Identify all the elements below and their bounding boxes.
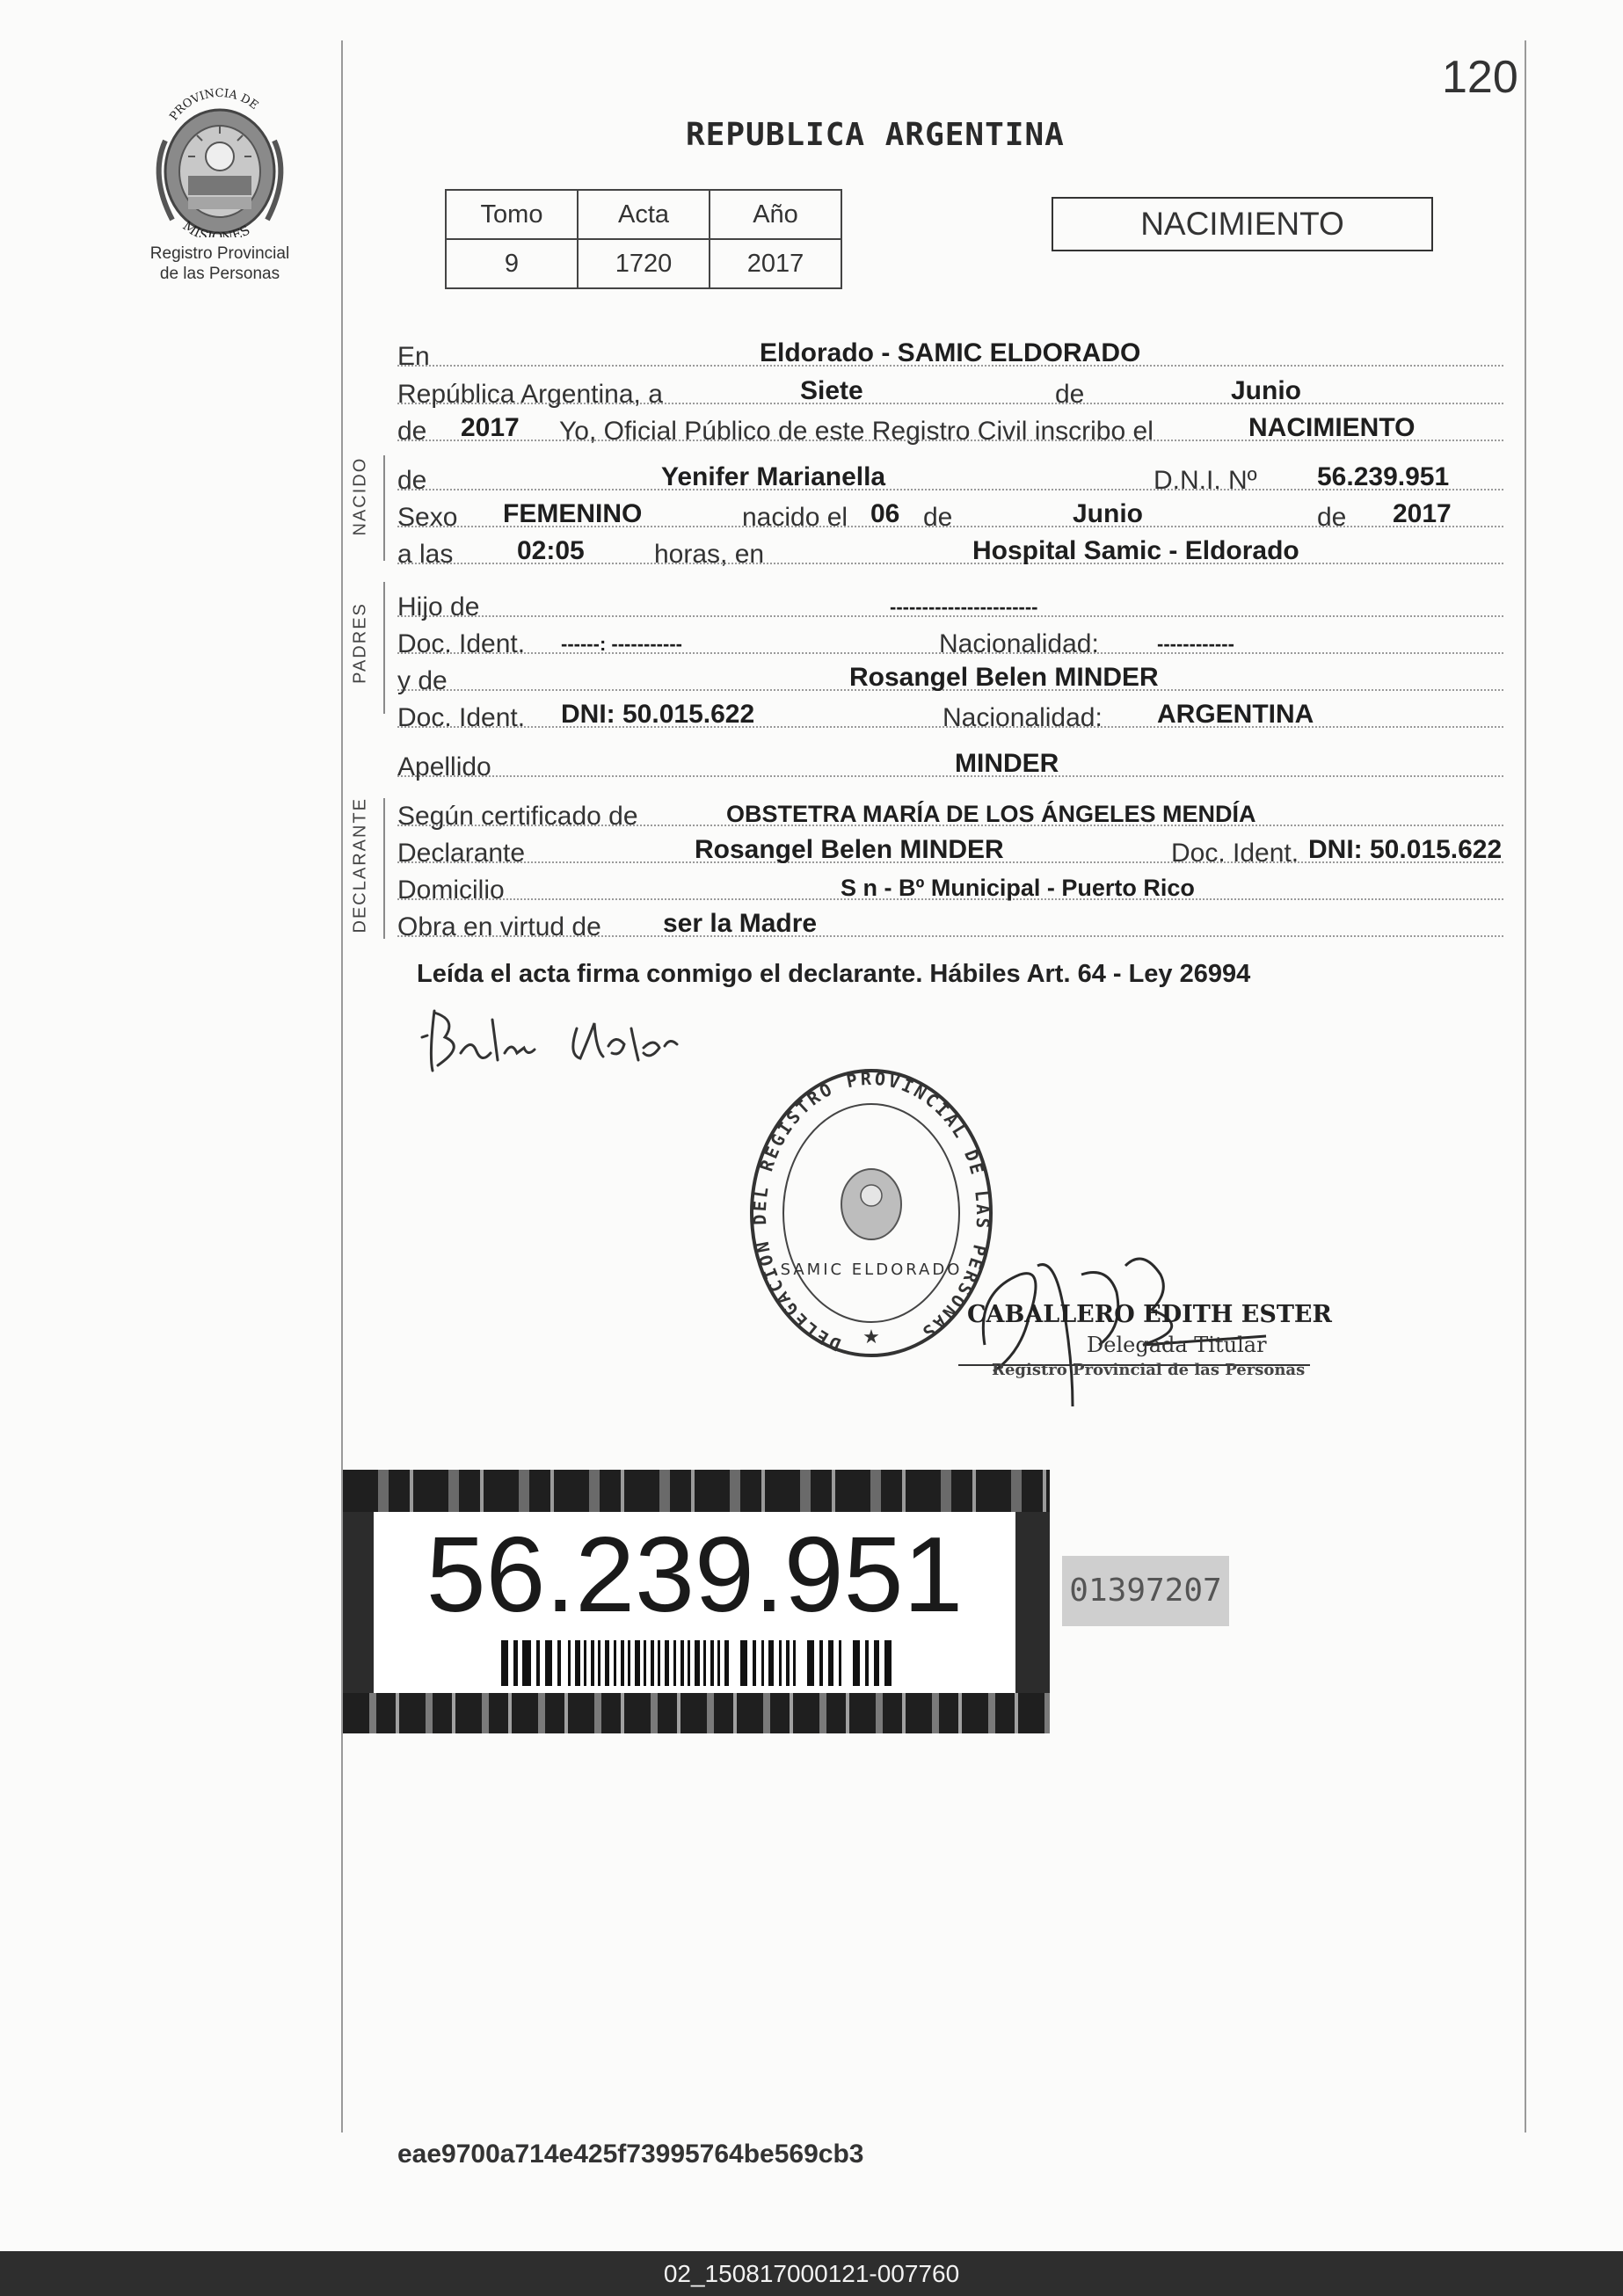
padre-nac-label: Nacionalidad: bbox=[939, 629, 1099, 658]
padre-value: ----------------------- bbox=[890, 596, 1038, 618]
certificado-label: Según certificado de bbox=[397, 802, 638, 831]
inscribo-value: NACIMIENTO bbox=[1248, 413, 1416, 442]
madre-nac-value: ARGENTINA bbox=[1157, 700, 1314, 729]
dni-label: D.N.I. Nº bbox=[1154, 466, 1257, 495]
apellido-value: MINDER bbox=[955, 749, 1059, 778]
seal-text-top: PROVINCIA DE bbox=[167, 88, 261, 124]
hora-value: 02:05 bbox=[517, 536, 585, 565]
month-text: Junio bbox=[1231, 376, 1301, 405]
dni-value: 56.239.951 bbox=[1317, 462, 1450, 491]
sexo-value: FEMENINO bbox=[503, 499, 643, 528]
row-hijo-de bbox=[397, 580, 1503, 621]
official-signature bbox=[967, 1239, 1319, 1420]
oficial-text: Yo, Oficial Público de este Registro Civil inscribo el bbox=[559, 417, 1154, 446]
stamp-inner-text: SAMIC ELDORADO bbox=[780, 1261, 963, 1279]
declarante-separator bbox=[383, 798, 385, 939]
sexo-label: Sexo bbox=[397, 503, 458, 532]
declarante-doc-value: DNI: 50.015.622 bbox=[1308, 835, 1503, 864]
official-role: Delegada Titular bbox=[1087, 1333, 1267, 1357]
stamp-star-icon: ★ bbox=[862, 1326, 880, 1348]
section-label-declarante: DECLARANTE bbox=[350, 797, 370, 934]
birth-month: Junio bbox=[1073, 499, 1143, 528]
padres-separator bbox=[383, 582, 385, 714]
closing-text: Leída el acta firma conmigo el declarante. Hábiles Art. 64 - Ley 26994 bbox=[417, 960, 1251, 988]
apellido-label: Apellido bbox=[397, 752, 491, 781]
row-domicilio bbox=[397, 863, 1503, 905]
nombre-value: Yenifer Marianella bbox=[661, 462, 886, 491]
declarante-doc-label: Doc. Ident. bbox=[1171, 839, 1299, 868]
row-en bbox=[397, 330, 1503, 371]
official-name: CABALLERO EDITH ESTER bbox=[967, 1301, 1332, 1328]
record-value-tomo: 9 bbox=[446, 239, 578, 288]
en-value: Eldorado - SAMIC ELDORADO bbox=[760, 338, 1141, 367]
domicilio-value: S n - Bº Municipal - Puerto Rico bbox=[841, 875, 1195, 901]
record-value-ano: 2017 bbox=[710, 239, 841, 288]
madre-doc-label: Doc. Ident. bbox=[397, 703, 526, 732]
registry-caption bbox=[123, 243, 317, 284]
row-certificado bbox=[397, 789, 1503, 831]
record-value-acta: 1720 bbox=[578, 239, 710, 288]
stamp-ring-text: DELEGACION DEL REGISTRO PROVINCIAL DE LAS PERSONAS bbox=[748, 1067, 994, 1355]
section-label-nacido: NACIDO bbox=[350, 456, 370, 536]
declarante-label: Declarante bbox=[397, 839, 526, 868]
barcode-sticker bbox=[343, 1470, 1050, 1733]
row-apellido bbox=[397, 740, 1503, 781]
row-hora bbox=[397, 527, 1503, 569]
row-madre bbox=[397, 654, 1503, 695]
birth-year: 2017 bbox=[1393, 499, 1452, 528]
right-margin-line bbox=[1525, 40, 1526, 2133]
section-label-padres: PADRES bbox=[350, 602, 370, 684]
madre-nac-label: Nacionalidad: bbox=[943, 703, 1103, 732]
padre-doc-value: ------: ----------- bbox=[561, 633, 682, 655]
domicilio-label: Domicilio bbox=[397, 876, 505, 905]
record-table bbox=[445, 189, 842, 289]
record-header-acta: Acta bbox=[578, 190, 710, 239]
declarante-value: Rosangel Belen MINDER bbox=[695, 835, 1004, 864]
virtud-label: Obra en virtud de bbox=[397, 912, 601, 941]
de-label-4: de bbox=[923, 503, 953, 532]
nacido-separator bbox=[383, 455, 385, 561]
republica-label: República Argentina, a bbox=[397, 380, 663, 409]
madre-doc-value: DNI: 50.015.622 bbox=[561, 700, 755, 729]
de-label-1: de bbox=[1055, 380, 1085, 409]
de-label-3: de bbox=[397, 466, 427, 495]
page-number: 120 bbox=[1442, 52, 1518, 103]
row-nombre bbox=[397, 454, 1503, 495]
a-las-label: a las bbox=[397, 540, 454, 569]
row-virtud bbox=[397, 900, 1503, 941]
row-republica bbox=[397, 367, 1503, 409]
footer-bar bbox=[0, 2251, 1623, 2296]
record-header-ano: Año bbox=[710, 190, 841, 239]
barcode-bars bbox=[501, 1640, 897, 1690]
registry-caption-line1: Registro Provincial bbox=[149, 244, 290, 263]
virtud-value: ser la Madre bbox=[663, 909, 818, 938]
row-madre-doc bbox=[397, 691, 1503, 732]
left-margin-line bbox=[341, 40, 343, 2133]
province-seal-logo bbox=[141, 88, 299, 242]
de-label-5: de bbox=[1317, 503, 1347, 532]
row-padre-doc bbox=[397, 617, 1503, 658]
padre-nac-value: ------------ bbox=[1157, 633, 1234, 655]
row-sexo bbox=[397, 490, 1503, 532]
nacido-el-label: nacido el bbox=[742, 503, 848, 532]
horas-en-label: horas, en bbox=[654, 540, 765, 569]
row-declarante bbox=[397, 826, 1503, 868]
certificado-value: OBSTETRA MARÍA DE LOS ÁNGELES MENDÍA bbox=[726, 801, 1256, 827]
seal-text-bottom: MISIONES bbox=[179, 217, 253, 237]
madre-value: Rosangel Belen MINDER bbox=[849, 663, 1159, 692]
page-title: REPUBLICA ARGENTINA bbox=[686, 117, 1065, 153]
lugar-value: Hospital Samic - Eldorado bbox=[972, 536, 1299, 565]
barcode-pattern-top bbox=[343, 1470, 1050, 1512]
side-stamp-number: 01397207 bbox=[1062, 1556, 1229, 1626]
padre-doc-label: Doc. Ident. bbox=[397, 629, 526, 658]
footer-id: 02_150817000121-007760 bbox=[663, 2260, 960, 2287]
year-value: 2017 bbox=[461, 413, 520, 442]
declarant-signature bbox=[413, 1002, 695, 1086]
barcode-panel bbox=[374, 1512, 1015, 1693]
row-year bbox=[397, 404, 1503, 446]
en-label: En bbox=[397, 342, 430, 371]
barcode-number: 56.239.951 bbox=[426, 1515, 964, 1634]
document-hash: eae9700a714e425f73995764be569cb3 bbox=[397, 2140, 864, 2169]
registry-caption-line2: de las Personas bbox=[159, 265, 280, 283]
day-text: Siete bbox=[800, 376, 863, 405]
de-label-2: de bbox=[397, 417, 427, 446]
record-header-tomo: Tomo bbox=[446, 190, 578, 239]
record-type-box: NACIMIENTO bbox=[1052, 197, 1433, 251]
barcode-pattern-bottom bbox=[343, 1693, 1050, 1733]
y-de-label: y de bbox=[397, 666, 448, 695]
birth-day: 06 bbox=[870, 499, 900, 528]
official-stamp bbox=[744, 1064, 999, 1367]
hijo-de-label: Hijo de bbox=[397, 592, 480, 621]
official-org: Registro Provincial de las Personas bbox=[992, 1361, 1306, 1379]
